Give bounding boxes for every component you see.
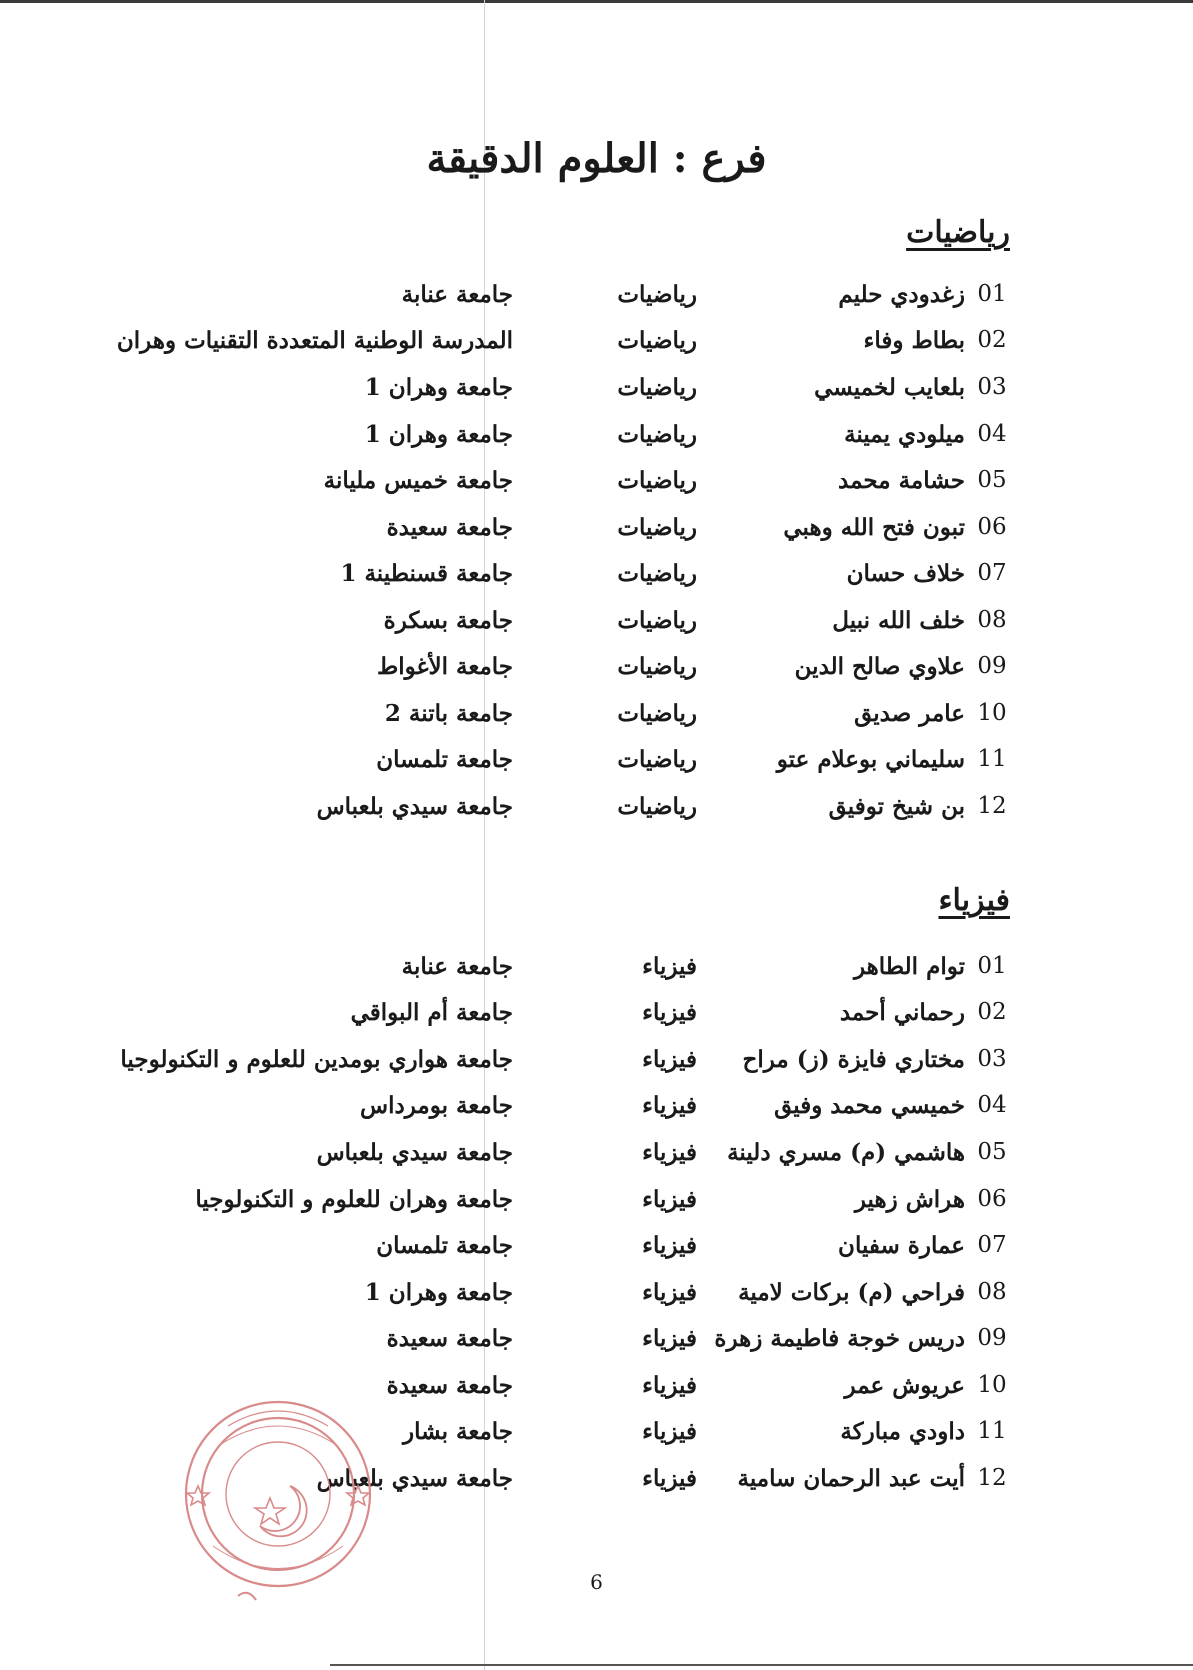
institution: جامعة خميس مليانة bbox=[323, 467, 513, 494]
person-name: فراحي (م) بركات لامية bbox=[738, 1279, 965, 1306]
row-number: 07 bbox=[977, 1232, 1007, 1258]
table-row bbox=[0, 281, 1193, 321]
person-name: خلف الله نبيل bbox=[832, 607, 965, 634]
institution: جامعة تلمسان bbox=[376, 746, 513, 773]
specialty: رياضيات bbox=[617, 700, 697, 727]
table-row bbox=[0, 1279, 1193, 1319]
person-name: هراش زهير bbox=[854, 1186, 965, 1213]
table-row bbox=[0, 1325, 1193, 1365]
institution: جامعة وهران 1 bbox=[364, 1279, 513, 1306]
person-name: عامر صديق bbox=[854, 700, 965, 727]
table-row bbox=[0, 1092, 1193, 1132]
specialty: رياضيات bbox=[617, 746, 697, 773]
institution: جامعة عنابة bbox=[401, 953, 513, 980]
person-name: بن شيخ توفيق bbox=[828, 793, 965, 820]
page-title: فرع : العلوم الدقيقة bbox=[426, 135, 767, 182]
row-number: 05 bbox=[977, 1139, 1007, 1165]
institution: جامعة بشار bbox=[402, 1418, 513, 1445]
table-row bbox=[0, 514, 1193, 554]
institution: جامعة وهران للعلوم و التكنولوجيا bbox=[195, 1186, 513, 1213]
specialty: رياضيات bbox=[617, 281, 697, 308]
person-name: علاوي صالح الدين bbox=[794, 653, 965, 680]
table-row bbox=[0, 746, 1193, 786]
table-row bbox=[0, 1186, 1193, 1226]
section-heading-math: رياضيات bbox=[906, 215, 1010, 250]
table-row bbox=[0, 953, 1193, 993]
specialty: رياضيات bbox=[617, 514, 697, 541]
institution: جامعة بومرداس bbox=[360, 1092, 513, 1119]
specialty: رياضيات bbox=[617, 467, 697, 494]
specialty: فيزياء bbox=[642, 1232, 697, 1259]
table-row bbox=[0, 327, 1193, 367]
specialty: فيزياء bbox=[642, 1418, 697, 1445]
row-number: 12 bbox=[977, 1465, 1007, 1491]
row-number: 02 bbox=[977, 999, 1007, 1025]
person-name: خميسي محمد وفيق bbox=[774, 1092, 965, 1119]
row-number: 03 bbox=[977, 374, 1007, 400]
specialty: فيزياء bbox=[642, 1092, 697, 1119]
row-number: 11 bbox=[977, 746, 1007, 772]
person-name: تبون فتح الله وهبي bbox=[783, 514, 965, 541]
person-name: بلعايب لخميسي bbox=[814, 374, 965, 401]
row-number: 10 bbox=[977, 1372, 1007, 1398]
person-name: عمارة سفيان bbox=[838, 1232, 965, 1259]
person-name: أيت عبد الرحمان سامية bbox=[737, 1465, 965, 1492]
row-number: 07 bbox=[977, 560, 1007, 586]
specialty: فيزياء bbox=[642, 1325, 697, 1352]
row-number: 08 bbox=[977, 1279, 1007, 1305]
person-name: سليماني بوعلام عتو bbox=[776, 746, 965, 773]
section-heading-physics: فيزياء bbox=[938, 883, 1010, 918]
row-number: 09 bbox=[977, 653, 1007, 679]
specialty: رياضيات bbox=[617, 560, 697, 587]
institution: المدرسة الوطنية المتعددة التقنيات وهران bbox=[116, 327, 513, 354]
institution: جامعة أم البواقي bbox=[350, 999, 513, 1026]
row-number: 05 bbox=[977, 467, 1007, 493]
specialty: رياضيات bbox=[617, 421, 697, 448]
row-number: 01 bbox=[977, 281, 1007, 307]
table-row bbox=[0, 1046, 1193, 1086]
person-name: حشامة محمد bbox=[838, 467, 965, 494]
institution: جامعة بسكرة bbox=[383, 607, 513, 634]
institution: جامعة الأغواط bbox=[376, 653, 513, 680]
table-row bbox=[0, 793, 1193, 833]
institution: جامعة سعيدة bbox=[386, 1372, 513, 1399]
institution: جامعة وهران 1 bbox=[364, 421, 513, 448]
row-number: 04 bbox=[977, 1092, 1007, 1118]
table-row bbox=[0, 467, 1193, 507]
specialty: رياضيات bbox=[617, 327, 697, 354]
scan-border-bottom bbox=[330, 1664, 1193, 1666]
specialty: رياضيات bbox=[617, 653, 697, 680]
table-row bbox=[0, 421, 1193, 461]
table-row bbox=[0, 1139, 1193, 1179]
table-row bbox=[0, 700, 1193, 740]
scan-border-top bbox=[0, 0, 1193, 3]
institution: جامعة هواري بومدين للعلوم و التكنولوجيا bbox=[120, 1046, 513, 1073]
table-row bbox=[0, 999, 1193, 1039]
specialty: فيزياء bbox=[642, 1046, 697, 1073]
person-name: بطاط وفاء bbox=[863, 327, 965, 354]
specialty: رياضيات bbox=[617, 793, 697, 820]
page-number: 6 bbox=[590, 1570, 603, 1594]
specialty: فيزياء bbox=[642, 1372, 697, 1399]
table-row bbox=[0, 653, 1193, 693]
row-number: 04 bbox=[977, 421, 1007, 447]
specialty: رياضيات bbox=[617, 607, 697, 634]
specialty: فيزياء bbox=[642, 1279, 697, 1306]
row-number: 03 bbox=[977, 1046, 1007, 1072]
row-number: 02 bbox=[977, 327, 1007, 353]
row-number: 12 bbox=[977, 793, 1007, 819]
specialty: رياضيات bbox=[617, 374, 697, 401]
institution: جامعة قسنطينة 1 bbox=[340, 560, 513, 587]
specialty: فيزياء bbox=[642, 999, 697, 1026]
institution: جامعة سيدي بلعباس bbox=[316, 1139, 513, 1166]
person-name: هاشمي (م) مسري دلينة bbox=[727, 1139, 965, 1166]
person-name: توام الطاهر bbox=[853, 953, 965, 980]
row-number: 09 bbox=[977, 1325, 1007, 1351]
specialty: فيزياء bbox=[642, 1465, 697, 1492]
person-name: داودي مباركة bbox=[840, 1418, 965, 1445]
institution: جامعة سيدي بلعباس bbox=[316, 1465, 513, 1492]
row-number: 06 bbox=[977, 1186, 1007, 1212]
person-name: رحماني أحمد bbox=[839, 999, 965, 1026]
table-row bbox=[0, 1232, 1193, 1272]
row-number: 06 bbox=[977, 514, 1007, 540]
table-row bbox=[0, 560, 1193, 600]
institution: جامعة باتنة 2 bbox=[384, 700, 513, 727]
institution: جامعة تلمسان bbox=[376, 1232, 513, 1259]
table-row bbox=[0, 374, 1193, 414]
specialty: فيزياء bbox=[642, 953, 697, 980]
table-row bbox=[0, 607, 1193, 647]
institution: جامعة سيدي بلعباس bbox=[316, 793, 513, 820]
institution: جامعة وهران 1 bbox=[364, 374, 513, 401]
person-name: زغدودي حليم bbox=[838, 281, 965, 308]
specialty: فيزياء bbox=[642, 1139, 697, 1166]
person-name: دريس خوجة فاطيمة زهرة bbox=[714, 1325, 965, 1352]
specialty: فيزياء bbox=[642, 1186, 697, 1213]
person-name: ميلودي يمينة bbox=[844, 421, 965, 448]
row-number: 08 bbox=[977, 607, 1007, 633]
person-name: مختاري فايزة (ز) مراح bbox=[742, 1046, 965, 1073]
row-number: 10 bbox=[977, 700, 1007, 726]
institution: جامعة سعيدة bbox=[386, 1325, 513, 1352]
institution: جامعة سعيدة bbox=[386, 514, 513, 541]
row-number: 11 bbox=[977, 1418, 1007, 1444]
person-name: عريوش عمر bbox=[844, 1372, 965, 1399]
person-name: خلاف حسان bbox=[846, 560, 965, 587]
row-number: 01 bbox=[977, 953, 1007, 979]
institution: جامعة عنابة bbox=[401, 281, 513, 308]
